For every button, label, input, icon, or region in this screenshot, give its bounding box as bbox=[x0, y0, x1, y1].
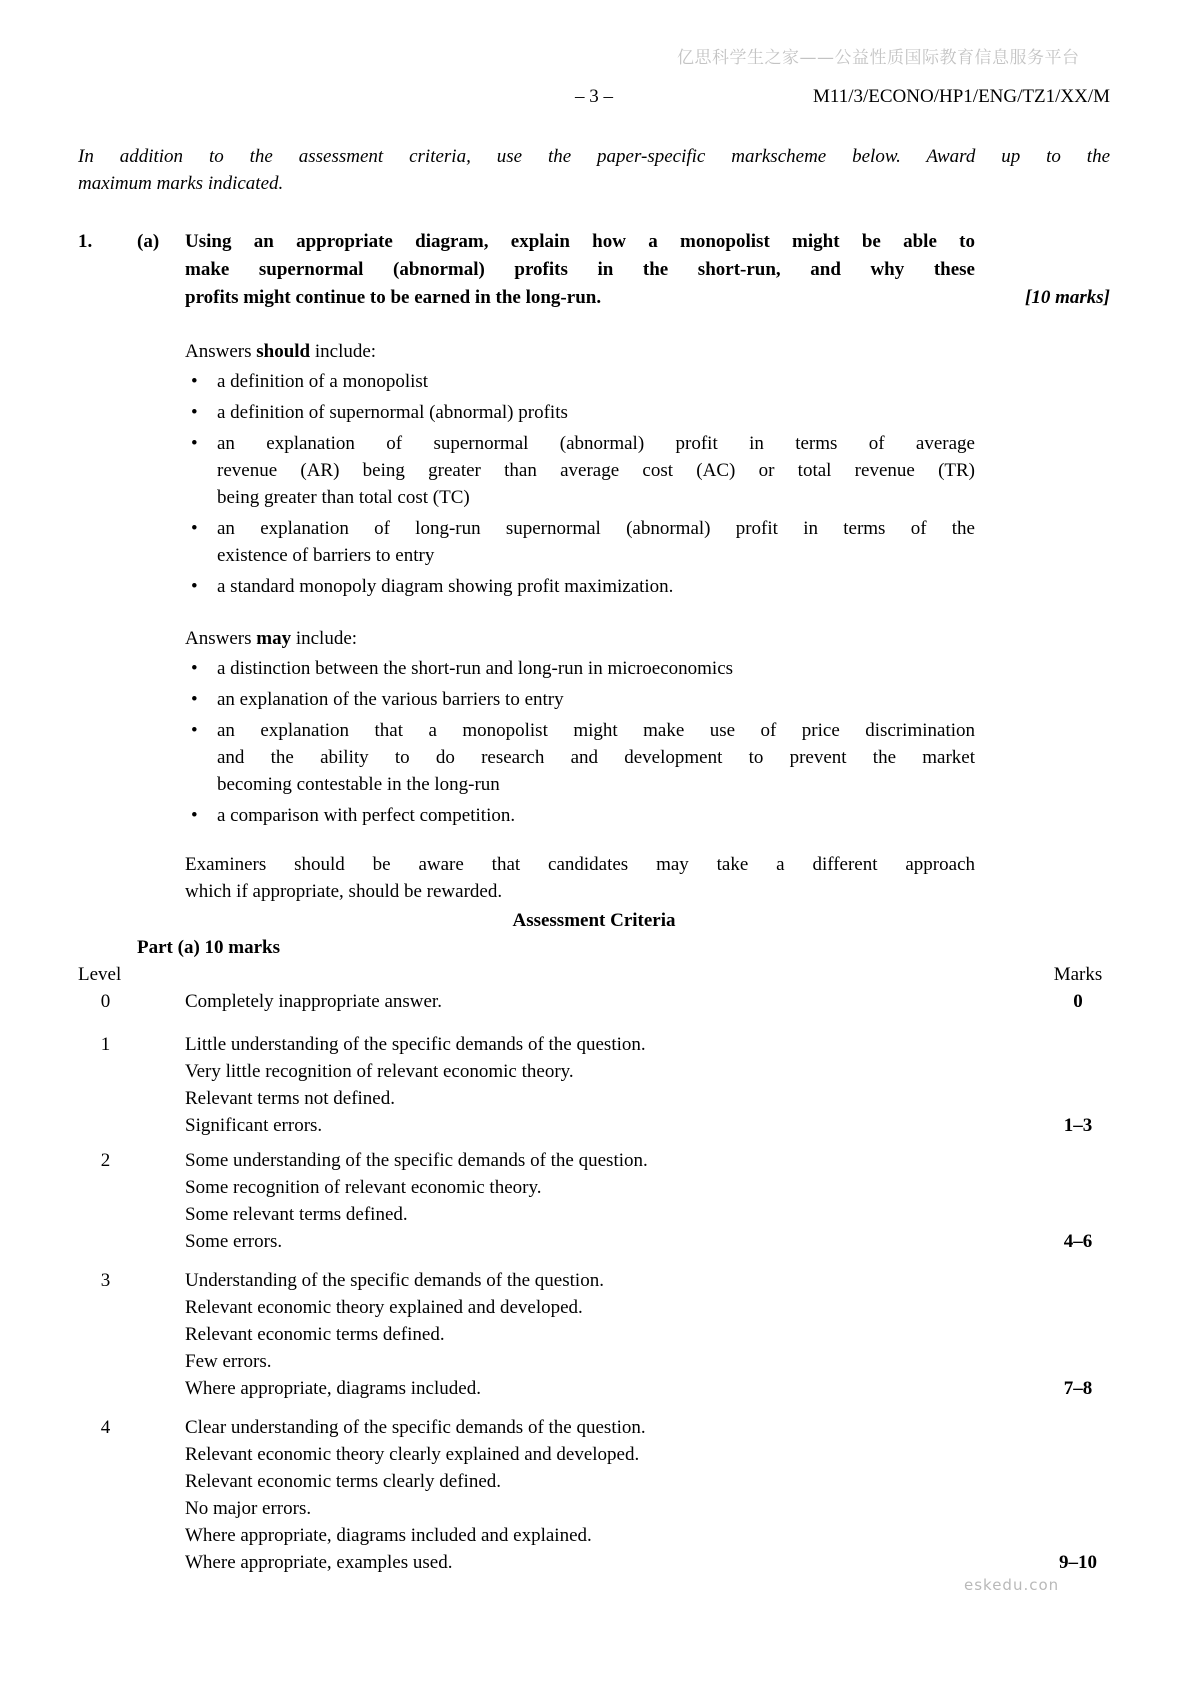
list-item bbox=[185, 368, 975, 395]
text-line: an explanation of long-run supernormal (abnormal) profit in terms of the bbox=[217, 518, 975, 539]
intro-line: maximum marks indicated. bbox=[78, 173, 284, 194]
text-line: a distinction between the short-run and long-run in microeconomics bbox=[217, 658, 734, 679]
header-spacer bbox=[121, 961, 1046, 988]
criteria-level: 2 bbox=[100, 1150, 111, 1171]
criteria-line: Completely inappropriate answer. bbox=[185, 991, 442, 1012]
bullet-icon: • bbox=[191, 720, 198, 741]
question-line: make supernormal (abnormal) profits in the short-run, and why these bbox=[185, 259, 975, 280]
list-item bbox=[185, 573, 975, 600]
criteria-line: Some errors. bbox=[185, 1231, 283, 1252]
criteria-marks: 4–6 bbox=[1063, 1231, 1093, 1252]
criteria-part-label: Part (a) 10 marks bbox=[137, 937, 280, 958]
criteria-line: Understanding of the specific demands of the question. bbox=[185, 1270, 604, 1291]
answers-should-list bbox=[185, 368, 975, 600]
criteria-row bbox=[78, 1267, 1110, 1402]
page-header bbox=[78, 83, 1110, 110]
bullet-text bbox=[217, 655, 975, 682]
criteria-line: Where appropriate, diagrams included and explained. bbox=[185, 1525, 592, 1546]
text-line: which if appropriate, should be rewarded. bbox=[185, 881, 503, 902]
criteria-line: Significant errors. bbox=[185, 1115, 323, 1136]
bullet-text bbox=[217, 515, 975, 569]
bullet-text bbox=[217, 802, 975, 829]
bullet-icon: • bbox=[191, 658, 198, 679]
criteria-row bbox=[78, 1414, 1110, 1576]
heading-text: Answers bbox=[185, 628, 257, 649]
criteria-level: 3 bbox=[100, 1270, 111, 1291]
intro-line: In addition to the assessment criteria, use the paper-specific markscheme below. Award up to the bbox=[78, 146, 1110, 167]
criteria-line: Some relevant terms defined. bbox=[185, 1204, 408, 1225]
heading-text: Answers bbox=[185, 341, 257, 362]
criteria-description bbox=[185, 988, 1046, 1015]
bullet-icon: • bbox=[191, 689, 198, 710]
page-number: – 3 – bbox=[575, 86, 613, 107]
bullet-text bbox=[217, 573, 975, 600]
bullet-icon: • bbox=[191, 371, 198, 392]
criteria-line: Relevant economic terms defined. bbox=[185, 1324, 445, 1345]
criteria-line: Very little recognition of relevant economic theory. bbox=[185, 1061, 574, 1082]
assessment-criteria-title: Assessment Criteria bbox=[512, 910, 676, 931]
bullet-text bbox=[217, 399, 975, 426]
criteria-row bbox=[78, 988, 1110, 1015]
text-line: Examiners should be aware that candidates may take a different approach bbox=[185, 854, 975, 875]
criteria-row bbox=[78, 1147, 1110, 1255]
bullet-icon: • bbox=[191, 433, 198, 454]
list-item bbox=[185, 399, 975, 426]
list-item bbox=[185, 686, 975, 713]
criteria-marks: 9–10 bbox=[1059, 1552, 1097, 1573]
site-watermark-top: 亿思科学生之家——公益性质国际教育信息服务平台 bbox=[677, 48, 1080, 68]
heading-text: include: bbox=[310, 341, 377, 362]
criteria-line: Some understanding of the specific demands of the question. bbox=[185, 1150, 648, 1171]
site-watermark-bottom: eskedu.con bbox=[964, 1576, 1060, 1594]
paper-code: M11/3/ECONO/HP1/ENG/TZ1/XX/M bbox=[813, 86, 1110, 107]
list-item bbox=[185, 515, 975, 569]
examiners-note bbox=[185, 851, 975, 905]
criteria-line: Relevant economic terms clearly defined. bbox=[185, 1471, 502, 1492]
criteria-description bbox=[185, 1147, 1046, 1255]
criteria-line: Some recognition of relevant economic theory. bbox=[185, 1177, 542, 1198]
bullet-icon: • bbox=[191, 518, 198, 539]
text-line: a definition of supernormal (abnormal) profits bbox=[217, 402, 568, 423]
heading-bold-word: may bbox=[256, 628, 292, 649]
text-line: being greater than total cost (TC) bbox=[217, 487, 470, 508]
heading-bold-word: should bbox=[256, 341, 311, 362]
text-line: becoming contestable in the long-run bbox=[217, 774, 500, 795]
text-line: existence of barriers to entry bbox=[217, 545, 435, 566]
text-line: a standard monopoly diagram showing profit maximization. bbox=[217, 576, 674, 597]
bullet-text bbox=[217, 686, 975, 713]
list-item bbox=[185, 430, 975, 511]
question-1a bbox=[78, 228, 1110, 312]
bullet-icon: • bbox=[191, 402, 198, 423]
criteria-marks: 1–3 bbox=[1063, 1115, 1093, 1136]
criteria-marks: 7–8 bbox=[1063, 1378, 1093, 1399]
criteria-description bbox=[185, 1031, 1046, 1139]
criteria-marks: 0 bbox=[1073, 991, 1083, 1012]
criteria-level: 4 bbox=[100, 1417, 111, 1438]
criteria-table-header bbox=[78, 961, 1110, 988]
criteria-level: 0 bbox=[100, 991, 111, 1012]
question-marks: [10 marks] bbox=[1025, 287, 1110, 308]
question-number: 1. bbox=[78, 231, 93, 252]
question-part-label: (a) bbox=[137, 231, 160, 252]
answers-may-heading bbox=[185, 625, 975, 652]
bullet-text bbox=[217, 430, 975, 511]
criteria-line: Relevant economic theory explained and developed. bbox=[185, 1297, 583, 1318]
question-line: Using an appropriate diagram, explain how a monopolist might be able to bbox=[185, 231, 975, 252]
bullet-text bbox=[217, 717, 975, 798]
criteria-marks-header: Marks bbox=[1053, 964, 1103, 985]
text-line: an explanation of supernormal (abnormal) profit in terms of average bbox=[217, 433, 975, 454]
heading-text: include: bbox=[291, 628, 358, 649]
criteria-line: No major errors. bbox=[185, 1498, 312, 1519]
criteria-line: Where appropriate, examples used. bbox=[185, 1552, 453, 1573]
criteria-line: Where appropriate, diagrams included. bbox=[185, 1378, 481, 1399]
criteria-description bbox=[185, 1414, 1046, 1576]
criteria-line: Relevant economic theory clearly explained and developed. bbox=[185, 1444, 640, 1465]
text-line: revenue (AR) being greater than average cost (AC) or total revenue (TR) bbox=[217, 460, 975, 481]
answers-should-heading bbox=[185, 338, 975, 365]
text-line: a definition of a monopolist bbox=[217, 371, 429, 392]
bullet-icon: • bbox=[191, 576, 198, 597]
question-text bbox=[185, 228, 975, 312]
answers-may-list bbox=[185, 655, 975, 829]
text-line: and the ability to do research and development to prevent the market bbox=[217, 747, 975, 768]
text-line: an explanation that a monopolist might make use of price discrimination bbox=[217, 720, 975, 741]
criteria-description bbox=[185, 1267, 1046, 1402]
intro-paragraph bbox=[78, 143, 1110, 197]
list-item bbox=[185, 717, 975, 798]
criteria-line: Relevant terms not defined. bbox=[185, 1088, 395, 1109]
criteria-line: Few errors. bbox=[185, 1351, 272, 1372]
criteria-level-header: Level bbox=[78, 964, 122, 985]
question-line: profits might continue to be earned in the long-run. bbox=[185, 287, 602, 308]
criteria-line: Little understanding of the specific demands of the question. bbox=[185, 1034, 646, 1055]
list-item bbox=[185, 655, 975, 682]
text-line: a comparison with perfect competition. bbox=[217, 805, 516, 826]
bullet-icon: • bbox=[191, 805, 198, 826]
criteria-row bbox=[78, 1031, 1110, 1139]
criteria-level: 1 bbox=[100, 1034, 111, 1055]
list-item bbox=[185, 802, 975, 829]
criteria-line: Clear understanding of the specific demands of the question. bbox=[185, 1417, 646, 1438]
bullet-text bbox=[217, 368, 975, 395]
text-line: an explanation of the various barriers to entry bbox=[217, 689, 564, 710]
